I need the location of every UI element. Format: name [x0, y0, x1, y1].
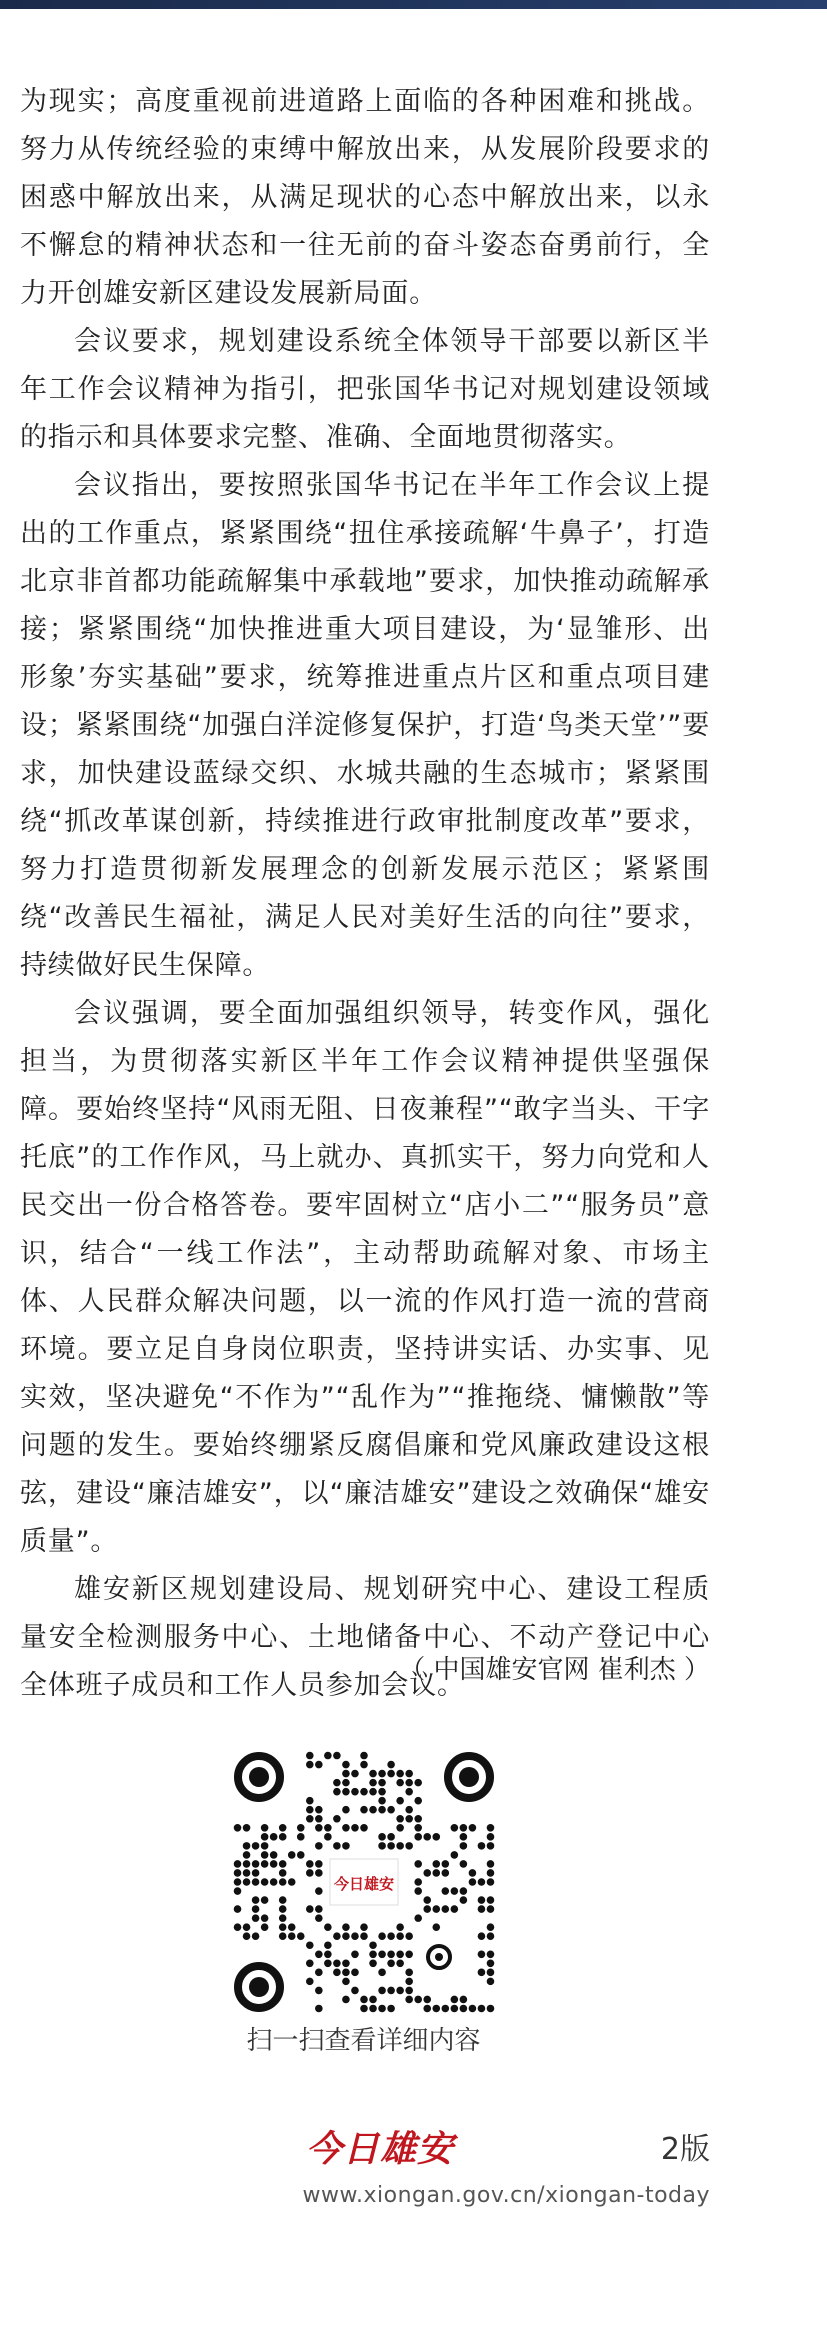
qr-center-logo-text: 今日雄安 — [333, 1875, 395, 1893]
qr-module — [405, 1806, 413, 1814]
qr-module — [469, 1824, 477, 1832]
qr-module — [279, 1824, 287, 1832]
qr-module — [478, 1878, 486, 1886]
qr-module — [342, 1960, 350, 1968]
qr-module — [478, 1950, 486, 1958]
footer-logo: 今日雄安 — [306, 2128, 455, 2170]
qr-module — [460, 1842, 468, 1850]
qr-module — [432, 1905, 440, 1913]
qr-module — [478, 1896, 486, 1904]
qr-module — [378, 1770, 386, 1778]
qr-module — [252, 1905, 260, 1913]
qr-module — [315, 1950, 323, 1958]
qr-module — [342, 1779, 350, 1787]
qr-module — [351, 1824, 359, 1832]
qr-module — [243, 1860, 251, 1868]
qr-module — [387, 1806, 395, 1814]
footer-edition: 2版 — [660, 2132, 710, 2167]
qr-module — [342, 1761, 350, 1769]
qr-module — [451, 1887, 459, 1895]
qr-module — [478, 1842, 486, 1850]
qr-module — [315, 1869, 323, 1877]
qr-module — [342, 1969, 350, 1977]
qr-module — [396, 1950, 404, 1958]
qr-module — [270, 1878, 278, 1886]
qr-module — [405, 1815, 413, 1823]
qr-module — [387, 1842, 395, 1850]
qr-module — [279, 1905, 287, 1913]
qr-module — [469, 1869, 477, 1877]
qr-module — [252, 1842, 260, 1850]
qr-module — [405, 1950, 413, 1958]
qr-module — [279, 1869, 287, 1877]
qr-module — [306, 1941, 314, 1949]
qr-module — [460, 1896, 468, 1904]
qr-module — [261, 1851, 269, 1859]
qr-module — [351, 1987, 359, 1995]
qr-module — [243, 1842, 251, 1850]
qr-module — [369, 1960, 377, 1968]
qr-module — [396, 1987, 404, 1995]
qr-module — [234, 1878, 242, 1886]
qr-module — [405, 1770, 413, 1778]
qr-module — [315, 1842, 323, 1850]
qr-module — [297, 1851, 305, 1859]
qr-module — [351, 1788, 359, 1796]
qr-module — [360, 1752, 368, 1760]
qr-module — [460, 2005, 468, 2013]
qr-module — [342, 1806, 350, 1814]
qr-module — [369, 1806, 377, 1814]
qr-module — [369, 1788, 377, 1796]
qr-module — [396, 1779, 404, 1787]
article-source: （ 中国雄安官网 崔利杰 ） — [399, 1655, 710, 1685]
qr-module — [378, 2005, 386, 2013]
qr-module — [288, 1878, 296, 1886]
qr-module — [405, 1978, 413, 1986]
qr-module — [306, 1761, 314, 1769]
qr-module — [270, 1833, 278, 1841]
qr-module — [306, 1960, 314, 1968]
qr-module — [297, 1932, 305, 1940]
qr-module — [297, 1824, 305, 1832]
paragraph-5: 雄安新区规划建设局、规划研究中心、建设工程质量安全检测服务中心、土地储备中心、不动产登记中心全体班子成员和工作人员参加会议。 — [20, 1574, 710, 1701]
qr-module — [342, 1996, 350, 2004]
qr-module — [243, 1824, 251, 1832]
qr-module — [396, 1842, 404, 1850]
paragraph-4: 会议强调，要全面加强组织领导，转变作风，强化担当，为贯彻落实新区半年工作会议精神提供坚强保障。要始终坚持“风雨无阻、日夜兼程”“敢字当头、干字托底”的工作作风，马上就办、真抓实干，努力向党和人民交出一份合格答卷。要牢固树立“店小二”“服务员”意识，结合“一线工作法”，主动帮助疏解对象、市场主体、人民群众解决问题，以一流的作风打造一流的营商环境。要立足自身岗位职责，坚持讲实话、办实事、见实效，坚决避免“不作为”“乱作为”“推拖绕、慵懒散”等问题的发生。要始终绷紧反腐倡廉和党风廉政建设这根弦，建设“廉洁雄安”，以“廉洁雄安”建设之效确保“雄安质量”。 — [20, 998, 710, 1557]
qr-module — [234, 1923, 242, 1931]
qr-module — [243, 1878, 251, 1886]
qr-module — [423, 1896, 431, 1904]
qr-module — [252, 1860, 260, 1868]
qr-module — [288, 1923, 296, 1931]
qr-module — [378, 1779, 386, 1787]
qr-module — [306, 1815, 314, 1823]
qr-module — [270, 1860, 278, 1868]
qr-module — [414, 1887, 422, 1895]
qr-module — [279, 1914, 287, 1922]
qr-module — [369, 1779, 377, 1787]
qr-module — [478, 2005, 486, 2013]
qr-module — [306, 1905, 314, 1913]
qr-module — [333, 1960, 341, 1968]
qr-module — [252, 1869, 260, 1877]
qr-module — [324, 1941, 332, 1949]
qr-module — [315, 1761, 323, 1769]
qr-module — [369, 1770, 377, 1778]
qr-module — [387, 2005, 395, 2013]
qr-module — [487, 1960, 495, 1968]
qr-module — [342, 1842, 350, 1850]
qr-module — [288, 1932, 296, 1940]
qr-module — [252, 1896, 260, 1904]
qr-module — [252, 1932, 260, 1940]
qr-module — [387, 1950, 395, 1958]
qr-module — [396, 1797, 404, 1805]
qr-module — [315, 1987, 323, 1995]
qr-module — [297, 1833, 305, 1841]
qr-module — [460, 1860, 468, 1868]
qr-module — [396, 1960, 404, 1968]
qr-module — [279, 1833, 287, 1841]
footer-url[interactable]: www.xiongan.gov.cn/xiongan-today — [302, 2183, 710, 2208]
qr-module — [351, 1969, 359, 1977]
qr-module — [261, 1914, 269, 1922]
qr-module — [351, 1932, 359, 1940]
top-header-bar — [0, 0, 827, 9]
qr-module — [414, 1797, 422, 1805]
qr-caption: 扫一扫查看详细内容 — [246, 2026, 481, 2056]
qr-module — [261, 1878, 269, 1886]
qr-module — [315, 1969, 323, 1977]
qr-module — [243, 1923, 251, 1931]
qr-module — [342, 1788, 350, 1796]
qr-module — [396, 1815, 404, 1823]
qr-module — [243, 1869, 251, 1877]
qr-module — [315, 1905, 323, 1913]
qr-module — [451, 1905, 459, 1913]
qr-module — [306, 1860, 314, 1868]
qr-module — [279, 1878, 287, 1886]
qr-module — [414, 1815, 422, 1823]
qr-module — [315, 2005, 323, 2013]
qr-module — [432, 1860, 440, 1868]
qr-module — [432, 1869, 440, 1877]
qr-module — [487, 1833, 495, 1841]
qr-module — [460, 1833, 468, 1841]
qr-module — [378, 1842, 386, 1850]
qr-module — [451, 1824, 459, 1832]
qr-module — [279, 1932, 287, 1940]
qr-module — [360, 1932, 368, 1940]
qr-module — [369, 1950, 377, 1958]
qr-module — [324, 1950, 332, 1958]
qr-module — [460, 1996, 468, 2004]
qr-module — [324, 1960, 332, 1968]
qr-module — [333, 1788, 341, 1796]
qr-module — [478, 1932, 486, 1940]
qr-module — [369, 2005, 377, 2013]
qr-module — [414, 1996, 422, 2004]
qr-module — [423, 1905, 431, 1913]
qr-module — [243, 1851, 251, 1859]
qr-module — [387, 1932, 395, 1940]
qr-module — [378, 1806, 386, 1814]
qr-module — [442, 1860, 450, 1868]
qr-module — [333, 1842, 341, 1850]
qr-module — [451, 1996, 459, 2004]
qr-module — [432, 2005, 440, 2013]
qr-module — [252, 1914, 260, 1922]
qr-module — [487, 1869, 495, 1877]
qr-module — [234, 1905, 242, 1913]
qr-module — [487, 1878, 495, 1886]
qr-module — [478, 1969, 486, 1977]
qr-module — [405, 1842, 413, 1850]
qr-module — [378, 1797, 386, 1805]
qr-module — [487, 2005, 495, 2013]
qr-module — [261, 1842, 269, 1850]
qr-module — [252, 1878, 260, 1886]
qr-module — [405, 1987, 413, 1995]
qr-module — [460, 1824, 468, 1832]
qr-module — [288, 1851, 296, 1859]
qr-module — [261, 1896, 269, 1904]
qr-module — [378, 1987, 386, 1995]
qr-module — [261, 1824, 269, 1832]
qr-module — [405, 1779, 413, 1787]
qr-module — [351, 1770, 359, 1778]
qr-module — [369, 1996, 377, 2004]
qr-module — [487, 1842, 495, 1850]
qr-module — [387, 1987, 395, 1995]
qr-module — [360, 1788, 368, 1796]
qr-module — [405, 1996, 413, 2004]
qr-module — [387, 1761, 395, 1769]
qr-module — [315, 1806, 323, 1814]
qr-module — [279, 1923, 287, 1931]
qr-module — [432, 1923, 440, 1931]
qr-module — [315, 1860, 323, 1868]
qr-module — [315, 1815, 323, 1823]
qr-module — [333, 1815, 341, 1823]
qr-module — [234, 1869, 242, 1877]
qr-module — [243, 1932, 251, 1940]
qr-module — [324, 1824, 332, 1832]
qr-module — [396, 1770, 404, 1778]
qr-module — [360, 1761, 368, 1769]
qr-module — [432, 1833, 440, 1841]
qr-module — [279, 1860, 287, 1868]
qr-module — [351, 1950, 359, 1958]
qr-module — [423, 1996, 431, 2004]
qr-module — [487, 1932, 495, 1940]
qr-module — [451, 1851, 459, 1859]
qr-module — [405, 1969, 413, 1977]
qr-module — [333, 1779, 341, 1787]
qr-module — [261, 1923, 269, 1931]
qr-module — [306, 1806, 314, 1814]
qr-module — [360, 1923, 368, 1931]
qr-module — [342, 1932, 350, 1940]
qr-module — [378, 1833, 386, 1841]
qr-module — [414, 1824, 422, 1832]
qr-module — [315, 1914, 323, 1922]
qr-code-image — [233, 1751, 495, 2013]
qr-module — [396, 1923, 404, 1931]
qr-module — [487, 1824, 495, 1832]
qr-module — [405, 1788, 413, 1796]
qr-module — [342, 1824, 350, 1832]
qr-module — [460, 1887, 468, 1895]
qr-module — [324, 1923, 332, 1931]
qr-module — [469, 2005, 477, 2013]
qr-module — [360, 1824, 368, 1832]
qr-module — [442, 1869, 450, 1877]
qr-module — [487, 1860, 495, 1868]
qr-module — [378, 1788, 386, 1796]
qr-code[interactable] — [233, 1751, 495, 2013]
qr-module — [442, 2005, 450, 2013]
qr-module — [360, 1996, 368, 2004]
qr-module — [478, 1905, 486, 1913]
qr-module — [487, 1896, 495, 1904]
qr-module — [306, 1752, 314, 1760]
paragraph-2: 会议要求，规划建设系统全体领导干部要以新区半年工作会议精神为指引，把张国华书记对规划建设领域的指示和具体要求完整、准确、全面地贯彻落实。 — [20, 326, 710, 453]
qr-module — [306, 1869, 314, 1877]
qr-module — [360, 1806, 368, 1814]
qr-module — [487, 1905, 495, 1913]
qr-module — [378, 1969, 386, 1977]
qr-module — [387, 1960, 395, 1968]
qr-module — [279, 1896, 287, 1904]
qr-module — [423, 1869, 431, 1877]
qr-module — [270, 1851, 278, 1859]
qr-module — [342, 1770, 350, 1778]
qr-module — [414, 1779, 422, 1787]
qr-module — [333, 1752, 341, 1760]
qr-module — [234, 1824, 242, 1832]
qr-module — [306, 1978, 314, 1986]
qr-module — [333, 1932, 341, 1940]
qr-module — [261, 1860, 269, 1868]
qr-module — [487, 1969, 495, 1977]
qr-module — [387, 1833, 395, 1841]
qr-module — [324, 1833, 332, 1841]
qr-module — [234, 1860, 242, 1868]
paragraph-1: 为现实；高度重视前进道路上面临的各种困难和挑战。努力从传统经验的束缚中解放出来，从发展阶段要求的困惑中解放出来，从满足现状的心态中解放出来，以永不懈怠的精神状态和一往无前的奋斗姿态奋勇前行，全力开创雄安新区建设发展新局面。 — [20, 86, 710, 309]
qr-module — [315, 1887, 323, 1895]
qr-module — [378, 1932, 386, 1940]
qr-module — [342, 1923, 350, 1931]
qr-module — [378, 1950, 386, 1958]
qr-module — [315, 1824, 323, 1832]
qr-module — [387, 1770, 395, 1778]
qr-module — [414, 1860, 422, 1868]
qr-module — [333, 1969, 341, 1977]
qr-module — [369, 1941, 377, 1949]
qr-module — [442, 1887, 450, 1895]
qr-module — [423, 1833, 431, 1841]
qr-module — [414, 1833, 422, 1841]
qr-module — [324, 1752, 332, 1760]
qr-module — [469, 1878, 477, 1886]
qr-module — [487, 1978, 495, 1986]
qr-module — [451, 2005, 459, 2013]
qr-module — [360, 2005, 368, 2013]
paragraph-3: 会议指出，要按照张国华书记在半年工作会议上提出的工作重点，紧紧围绕“扭住承接疏解‘牛鼻子’，打造北京非首都功能疏解集中承载地”要求，加快推动疏解承接；紧紧围绕“加快推进重大项目建设，为‘显雏形、出形象’夯实基础”要求，统筹推进重点片区和重点项目建设；紧紧围绕“加强白洋淀修复保护，打造‘鸟类天堂’”要求，加快建设蓝绿交织、水城共融的生态城市；紧紧围绕“抓改革谋创新，持续推进行政审批制度改革”要求，努力打造贯彻新发展理念的创新发展示范区；紧紧围绕“改善民生福祉，满足人民对美好生活的向往”要求，持续做好民生保障。 — [20, 470, 710, 981]
qr-module — [342, 1978, 350, 1986]
qr-module — [261, 1833, 269, 1841]
qr-module — [423, 2005, 431, 2013]
qr-module — [487, 1923, 495, 1931]
qr-module — [442, 1905, 450, 1913]
qr-module — [234, 1887, 242, 1895]
qr-module — [306, 1797, 314, 1805]
qr-module — [396, 1932, 404, 1940]
qr-module — [405, 1932, 413, 1940]
qr-module — [414, 1878, 422, 1886]
qr-module — [414, 1914, 422, 1922]
article-body — [20, 78, 710, 1710]
qr-module — [487, 1950, 495, 1958]
qr-module — [396, 1824, 404, 1832]
